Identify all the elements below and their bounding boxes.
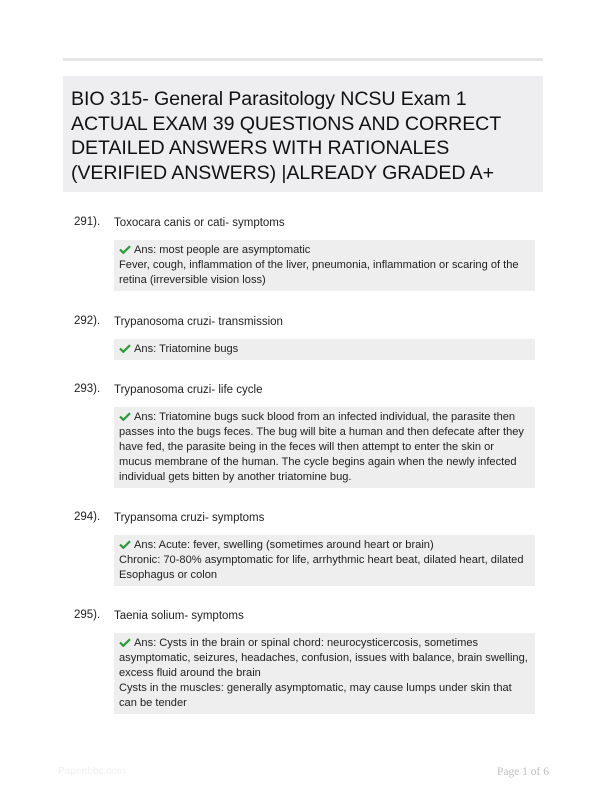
- question-text: Taenia solium- symptoms: [114, 610, 244, 622]
- top-divider: [63, 58, 543, 61]
- question-text: Trypanosoma cruzi- transmission: [114, 316, 283, 328]
- question-item: [63, 216, 543, 291]
- question-number: 292).: [74, 315, 101, 327]
- checkmark-icon: [119, 344, 131, 353]
- question-item: [63, 609, 543, 714]
- footer-watermark: Papertbbc.com: [58, 766, 126, 777]
- question-text: Trypansoma cruzi- symptoms: [114, 512, 265, 524]
- answer-box: [114, 240, 535, 291]
- question-text: Trypanosoma cruzi- life cycle: [114, 384, 263, 396]
- answer-line: Fever, cough, inflammation of the liver, pneumonia, inflammation or scaring of the retina (irreversible vision loss): [119, 259, 519, 286]
- question-number: 295).: [74, 609, 101, 621]
- checkmark-icon: [119, 540, 131, 549]
- answer-line: Chronic: 70-80% asymptomatic for life, arrhythmic heart beat, dilated heart, dilated Esophagus or colon: [119, 554, 524, 581]
- question-item: [63, 315, 543, 360]
- question-number: 291).: [74, 216, 101, 228]
- question-number: 293).: [74, 383, 101, 395]
- question-item: [63, 383, 543, 488]
- question-number: 294).: [74, 511, 101, 523]
- answer-line: Ans: Triatomine bugs: [119, 342, 529, 357]
- page-number: Page 1 of 6: [496, 766, 549, 778]
- question-text: Toxocara canis or cati- symptoms: [114, 217, 285, 229]
- answer-box: [114, 407, 535, 488]
- answer-line: Ans: Acute: fever, swelling (sometimes around heart or brain): [119, 538, 529, 553]
- answer-box: [114, 633, 535, 714]
- checkmark-icon: [119, 245, 131, 254]
- document-title: BIO 315- General Parasitology NCSU Exam 1 ACTUAL EXAM 39 QUESTIONS AND CORRECT DETAILED ANSWERS WITH RATIONALES (VERIFIED ANSWERS) |ALREADY GRADED A+: [71, 88, 501, 184]
- answer-line: Ans: Triatomine bugs suck blood from an infected individual, the parasite then passes into the bugs feces. The bug will bite a human and then defecate after they have fed, the parasite being in the feces will then attempt to enter the skin or mucus membrane of the human. The cycle begins again when the newly infected individual gets bitten by another triatomine bug.: [119, 411, 524, 483]
- answer-line: Ans: most people are asymptomatic: [119, 243, 529, 258]
- question-item: [63, 511, 543, 586]
- answer-box: [114, 339, 535, 360]
- answer-box: [114, 535, 535, 586]
- checkmark-icon: [119, 638, 131, 647]
- answer-line: Cysts in the muscles: generally asymptomatic, may cause lumps under skin that can be tender: [119, 682, 512, 709]
- title-box: [63, 76, 543, 192]
- checkmark-icon: [119, 412, 131, 421]
- answer-line: Ans: Cysts in the brain or spinal chord: neurocysticercosis, sometimes asymptomatic, seizures, headaches, confusion, issues with balance, brain swelling, excess fluid around the brain: [119, 637, 528, 679]
